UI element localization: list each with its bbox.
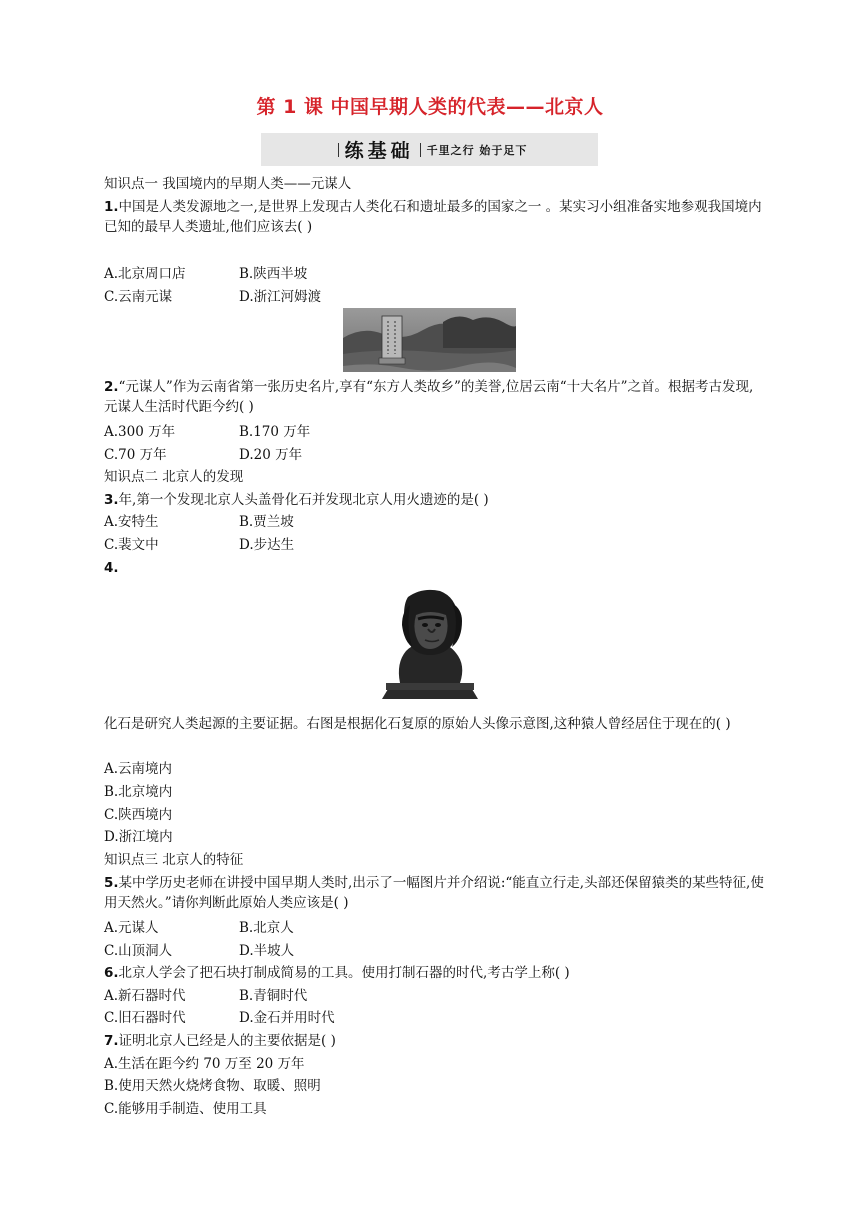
option-d: D.浙江河姆渡	[239, 289, 322, 305]
section-banner	[261, 133, 598, 166]
option-c: C.山顶洞人	[104, 943, 173, 959]
option-c: C.云南元谋	[104, 289, 173, 305]
option-c: C.旧石器时代	[104, 1010, 186, 1026]
peking-man-bust-image	[382, 585, 478, 701]
knowledge-point-heading: 知识点三 北京人的特征	[104, 852, 244, 868]
question-text: 中国是人类发源地之一,是世界上发现古人类化石和遗址最多的国家之一 。某实习小组准备实地参观我国境内已知的最早人类遗址,他们应该去( )	[104, 199, 762, 235]
question-text: 北京人学会了把石块打制成简易的工具。使用打制石器的时代,考古学上称( )	[118, 965, 570, 981]
knowledge-point-heading: 知识点一 我国境内的早期人类——元谋人	[104, 176, 352, 192]
question-number: 7.	[104, 1033, 119, 1049]
option-b: B.北京境内	[104, 784, 173, 800]
option-c: C.能够用手制造、使用工具	[104, 1101, 267, 1117]
banner-sub-text: 千里之行 始于足下	[426, 143, 528, 157]
question-1	[104, 197, 764, 237]
option-d: D.金石并用时代	[239, 1010, 335, 1026]
option-c: C.陕西境内	[104, 807, 173, 823]
question-text: “元谋人”作为云南省第一张历史名片,享有“东方人类故乡”的美誉,位居云南“十大名片”之首。根据考古发现,元谋人生活时代距今约( )	[104, 379, 754, 415]
question-number: 5.	[104, 875, 119, 891]
option-b: B.170 万年	[239, 424, 311, 440]
option-a: A.安特生	[104, 514, 159, 530]
option-a: A.云南境内	[104, 761, 173, 777]
question-number: 2.	[104, 379, 119, 395]
question-6	[104, 963, 570, 983]
option-b: B.北京人	[239, 920, 294, 936]
question-text: 某中学历史老师在讲授中国早期人类时,出示了一幅图片并介绍说:“能直立行走,头部还保留猿类的某些特征,使用天然火。”请你判断此原始人类应该是( )	[104, 875, 764, 911]
banner-divider	[420, 143, 421, 157]
question-text: 年,第一个发现北京人头盖骨化石并发现北京人用火遗迹的是( )	[118, 492, 489, 508]
option-a: A.300 万年	[104, 424, 176, 440]
question-number: 6.	[104, 965, 119, 981]
option-d: D.半坡人	[239, 943, 295, 959]
question-4-number	[104, 558, 119, 578]
question-number: 4.	[104, 560, 119, 576]
question-number: 1.	[104, 199, 119, 215]
lesson-title: 第 1 课 中国早期人类的代表——北京人	[256, 96, 604, 118]
option-d: D.浙江境内	[104, 829, 173, 845]
question-7	[104, 1031, 336, 1051]
question-number: 3.	[104, 492, 119, 508]
option-d: D.20 万年	[239, 447, 303, 463]
option-c: C.裴文中	[104, 537, 159, 553]
option-b: B.贾兰坡	[239, 514, 294, 530]
question-3	[104, 490, 489, 510]
option-a: A.北京周口店	[104, 266, 186, 282]
question-4	[104, 714, 764, 734]
option-a: A.元谋人	[104, 920, 159, 936]
knowledge-point-heading: 知识点二 北京人的发现	[104, 469, 244, 485]
option-c: C.70 万年	[104, 447, 167, 463]
question-text: 化石是研究人类起源的主要证据。右图是根据化石复原的原始人头像示意图,这种猿人曾经居住于现在的( )	[104, 716, 731, 732]
banner-main-text: 练基础	[344, 140, 414, 162]
option-b: B.使用天然火烧烤食物、取暖、照明	[104, 1078, 321, 1094]
question-2	[104, 377, 764, 417]
question-5	[104, 873, 764, 913]
option-d: D.步达生	[239, 537, 295, 553]
question-text: 证明北京人已经是人的主要依据是( )	[118, 1033, 336, 1049]
option-b: B.陕西半坡	[239, 266, 308, 282]
yuanmou-site-photo	[343, 308, 516, 372]
banner-divider	[338, 143, 339, 157]
option-a: A.新石器时代	[104, 988, 186, 1004]
option-a: A.生活在距今约 70 万至 20 万年	[104, 1056, 305, 1072]
option-b: B.青铜时代	[239, 988, 308, 1004]
